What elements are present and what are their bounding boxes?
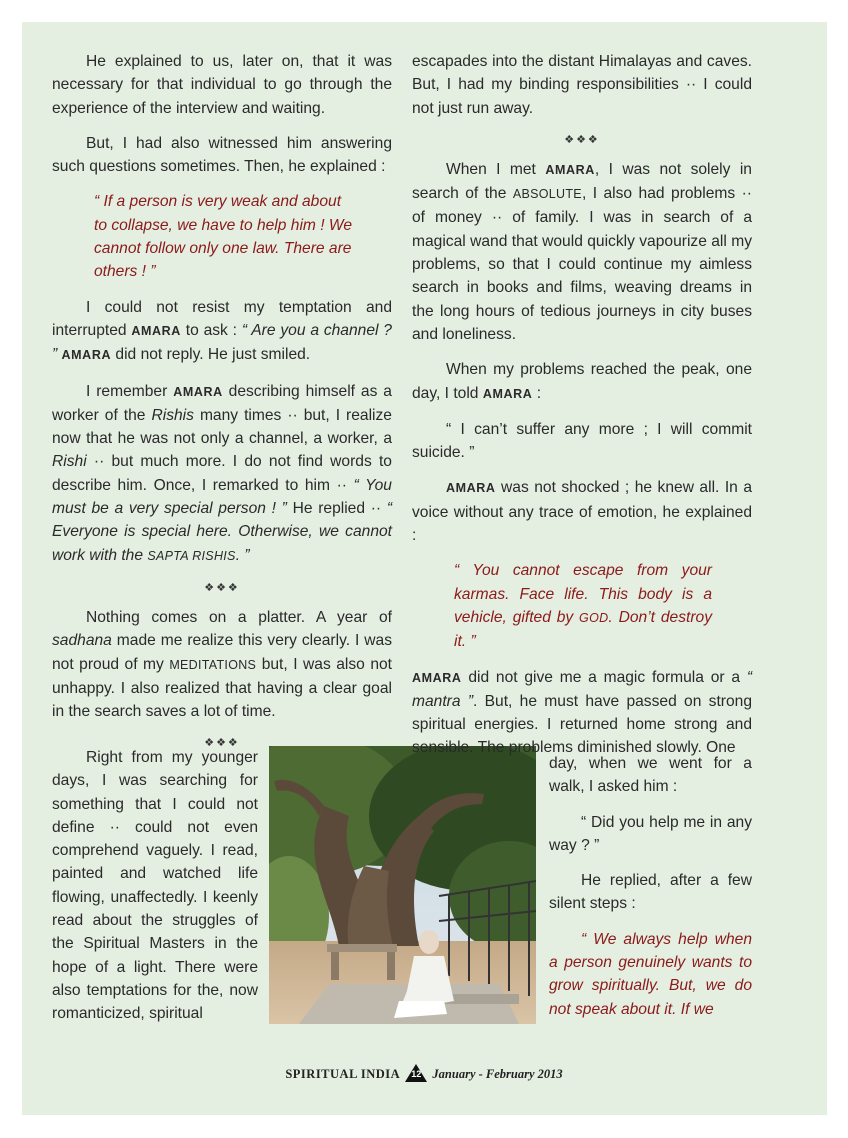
section-separator: ❖❖❖ [204,581,240,594]
page-footer [0,1064,848,1084]
publication-name: SPIRITUAL INDIA [285,1067,401,1081]
page-number: 12 [411,1069,422,1079]
paragraph: He explained to us, later on, that it was necessary for that individual to go through the experience of the interview and waiting. [52,53,392,117]
paragraph: But, I had also witnessed him answering such questions sometimes. Then, he explained : [52,134,392,176]
paragraph: AMARA was not shocked ; he knew all. In a voice without any trace of emotion, he explained : [412,479,752,545]
wrapped-text-right [549,752,752,1033]
page-number-badge [405,1064,427,1082]
right-column [412,50,752,772]
paragraph: AMARA did not give me a magic formula or a “ mantra ”. But, he must have passed on strong spiritual energies. I returned home strong and sensible. The problems diminished slowly. One [412,668,753,757]
quote-block: “ We always help when a person genuinely wants to grow spiritually. But, we do not speak about it. If we [549,930,752,1018]
tree-photo-illustration [269,746,536,1024]
section-separator: ❖❖❖ [564,133,600,146]
paragraph: Right from my younger days, I was searching for something that I could not define ·· could not even comprehend vaguely. I read, painted and watched life flowing, unaffectedly. I keenly read about the struggles of the Spiritual Masters in the hope of a light. There were also temptations for the, now romanticized, spiritual [52,749,258,1023]
section-separator: ❖❖❖ [204,737,240,750]
paragraph: I remember AMARA describing himself as a worker of the Rishis many times ·· but, I realize now that he was not only a channel, a worker, a Rishi ·· but much more. I do not find words to describe him. Once, I remarked to him ·· “ You must be a very special person ! ” He replied ·· “ Everyone is special here. Otherwise, we cannot work with the SAPTA RISHIS. ” [52,382,393,564]
paragraph: When I met AMARA, I was not solely in search of the ABSOLUTE, I also had problems ·· of money ·· of family. I was in search of a magical wand that would quickly vapourize all my problems, so that I could continue my aimless search in books and films, weaving dreams in the long hours of tedious journeys in city buses and loneliness. [412,160,752,343]
paragraph: When my problems reached the peak, one day, I told AMARA : [412,361,752,402]
paragraph: “ I can’t suffer any more ; I will commit suicide. ” [412,420,752,462]
paragraph: escapades into the distant Himalayas and caves. But, I had my binding responsibilities ·· I could not just run away. [412,53,752,117]
photo-man-under-tree [269,746,536,1024]
wrapped-text-left [52,746,258,1026]
paragraph: He replied, after a few silent steps : [549,872,752,913]
issue-date: January - February 2013 [432,1067,563,1081]
paragraph: I could not resist my temptation and interrupted AMARA to ask : “ Are you a channel ? ” AMARA did not reply. He just smiled. [52,298,392,364]
paragraph: “ Did you help me in any way ? ” [549,813,752,854]
paragraph: day, when we went for a walk, I asked him : [549,755,752,796]
quote-block: “ If a person is very weak and about to collapse, we have to help him ! We cannot follow only one law. There are others ! ” [94,193,353,281]
paragraph: Nothing comes on a platter. A year of sadhana made me realize this very clearly. I was not proud of my MEDITATIONS but, I was also not unhappy. I also realized that having a clear goal in the search saves a lot of time. [52,608,393,721]
quote-block: “ You cannot escape from your karmas. Face life. This body is a vehicle, gifted by GOD. Don’t destroy it. ” [454,562,712,651]
left-column [52,50,392,761]
